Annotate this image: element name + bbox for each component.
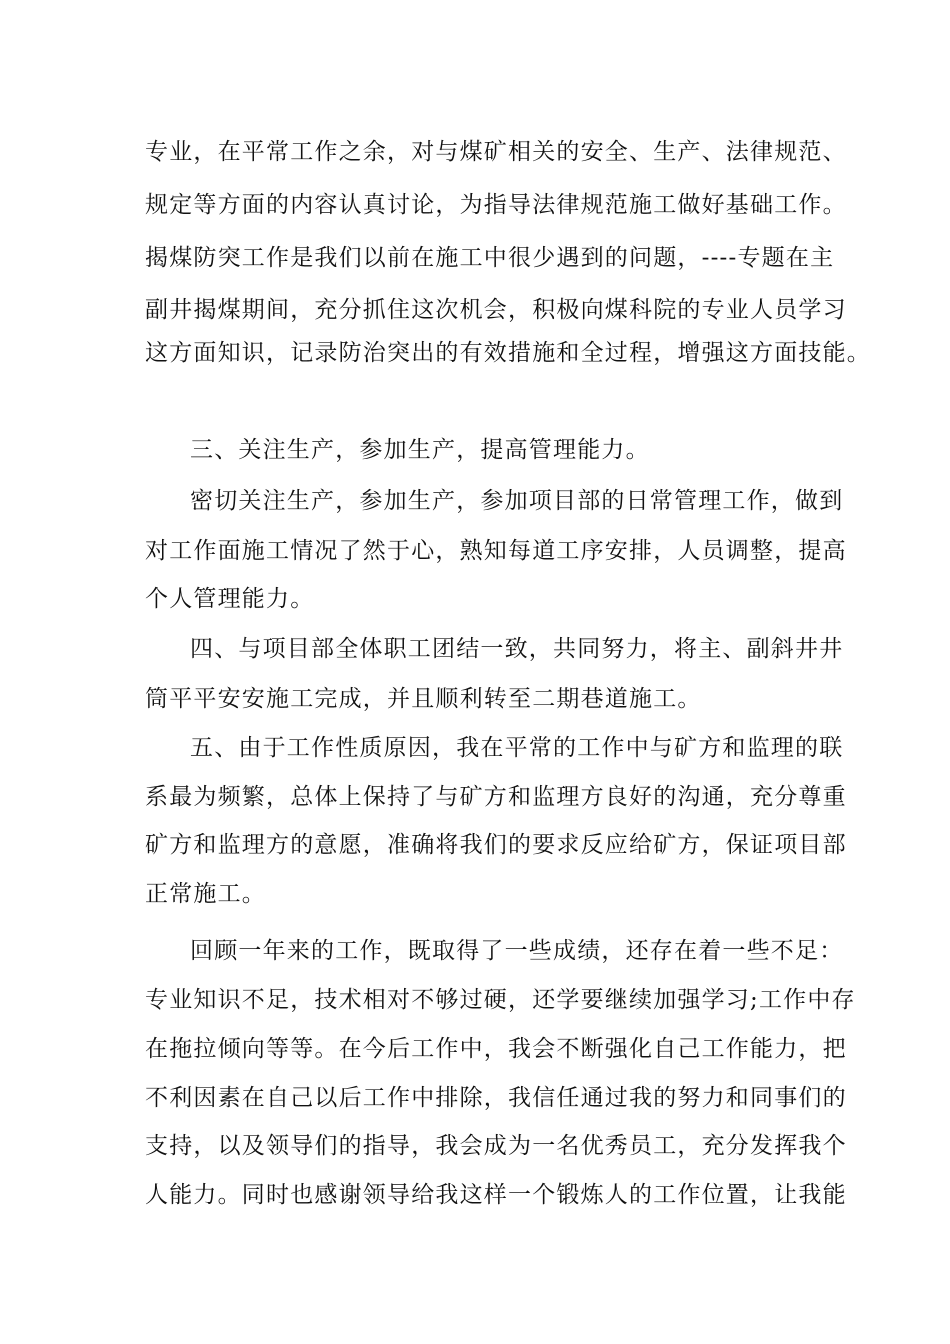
section-heading-3: 三、关注生产，参加生产，提高管理能力。 xyxy=(190,437,650,463)
paragraph-1-line-5: 这方面知识，记录防治突出的有效措施和全过程，增强这方面技能。 xyxy=(145,340,871,366)
paragraph-4-line-3: 矿方和监理方的意愿，准确将我们的要求反应给矿方，保证项目部 xyxy=(145,832,847,858)
paragraph-1-line-1: 专业，在平常工作之余，对与煤矿相关的安全、生产、法律规范、 xyxy=(145,139,847,165)
paragraph-3-line-2: 筒平平安安施工完成，并且顺利转至二期巷道施工。 xyxy=(145,686,702,712)
paragraph-5-line-2: 专业知识不足，技术相对不够过硬，还学要继续加强学习;工作中存 xyxy=(145,987,856,1013)
paragraph-1-line-2: 规定等方面的内容认真讨论，为指导法律规范施工做好基础工作。 xyxy=(145,192,847,218)
paragraph-4-line-1: 五、由于工作性质原因，我在平常的工作中与矿方和监理的联 xyxy=(190,735,844,761)
paragraph-5-line-1: 回顾一年来的工作，既取得了一些成绩，还存在着一些不足： xyxy=(190,938,844,964)
paragraph-5-line-5: 支持，以及领导们的指导，我会成为一名优秀员工，充分发挥我个 xyxy=(145,1133,847,1159)
paragraph-5-line-6: 人能力。同时也感谢领导给我这样一个锻炼人的工作位置，让我能 xyxy=(145,1182,847,1208)
paragraph-1-line-4: 副井揭煤期间，充分抓住这次机会，积极向煤科院的专业人员学习 xyxy=(145,297,847,323)
paragraph-2-line-3: 个人管理能力。 xyxy=(145,586,315,612)
paragraph-2-line-1: 密切关注生产，参加生产，参加项目部的日常管理工作，做到 xyxy=(190,488,844,514)
paragraph-3-line-1: 四、与项目部全体职工团结一致，共同努力，将主、副斜井井 xyxy=(190,636,844,662)
paragraph-1-line-3: 揭煤防突工作是我们以前在施工中很少遇到的问题，----专题在主 xyxy=(145,245,835,271)
paragraph-2-line-2: 对工作面施工情况了然于心，熟知每道工序安排，人员调整，提高 xyxy=(145,538,847,564)
paragraph-5-line-4: 不利因素在自己以后工作中排除，我信任通过我的努力和同事们的 xyxy=(145,1085,847,1111)
paragraph-4-line-4: 正常施工。 xyxy=(145,881,266,907)
paragraph-5-line-3: 在拖拉倾向等等。在今后工作中，我会不断强化自己工作能力，把 xyxy=(145,1036,847,1062)
paragraph-4-line-2: 系最为频繁，总体上保持了与矿方和监理方良好的沟通，充分尊重 xyxy=(145,784,847,810)
